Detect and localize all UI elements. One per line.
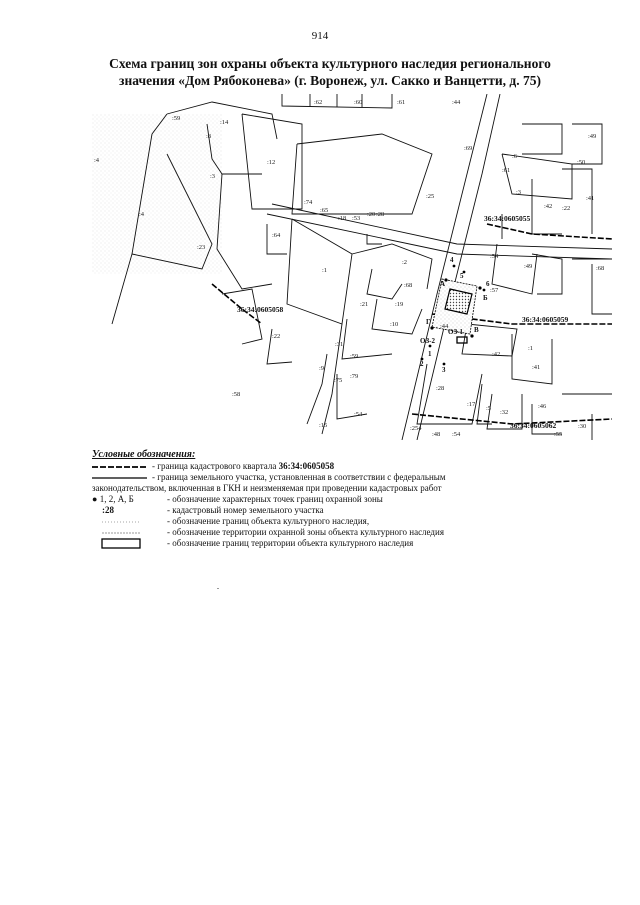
parcel-label: :53 <box>352 215 361 222</box>
parcel-label: :1 <box>528 345 534 352</box>
quarter-label: 36:34:0605062 <box>510 421 557 430</box>
parcel-label: :79 <box>350 373 359 380</box>
parcel-label: :28 <box>436 385 445 392</box>
parcel-label: :48 <box>432 431 441 438</box>
point-label: 4 <box>450 256 454 264</box>
parcel-label: :28 <box>376 211 385 218</box>
parcel-label: :74 <box>304 199 313 206</box>
parcel-label: :32 <box>500 409 509 416</box>
parcel-label: :44 <box>440 323 449 330</box>
parcel-label: :3 <box>210 173 216 180</box>
legend <box>92 461 532 549</box>
parcel-label: :75 <box>334 377 343 384</box>
parcel-label: :4 <box>139 211 145 218</box>
title-line-1: Схема границ зон охраны объекта культурного наследия регионального <box>109 56 551 71</box>
points-example: 1, 2, А, Б <box>99 494 134 504</box>
legend-text: - обозначение территории охранной зоны объекта культурного наследия <box>167 527 444 537</box>
parcel-label: :9 <box>319 365 325 372</box>
parcel-label: :68 <box>596 265 605 272</box>
parcel-label: :54 <box>490 253 499 260</box>
object-boundary-symbol <box>92 516 152 527</box>
parcel-label: :42 <box>544 203 553 210</box>
parcel-label: :10 <box>390 321 399 328</box>
parcel-label: :49 <box>524 263 533 270</box>
parcel-label: :68 <box>404 282 413 289</box>
parcel-label: :41 <box>532 364 541 371</box>
parcel-label: :59 <box>172 115 181 122</box>
point-label: Б <box>483 294 488 302</box>
parcel-label: :61 <box>502 167 511 174</box>
legend-title: Условные обозначения: <box>92 449 196 460</box>
quarter-label: 36:34:0605055 <box>484 214 531 223</box>
legend-text: - кадастровый номер земельного участка <box>167 505 324 515</box>
scan-speck <box>217 588 219 589</box>
parcel-label: :3 <box>516 189 522 196</box>
parcel-label: :20 <box>367 211 376 218</box>
map-svg <box>92 94 612 440</box>
point-symbol: ● 1, 2, А, Б <box>92 494 134 504</box>
parcel-label: :54 <box>354 411 363 418</box>
point-label: 5 <box>460 272 464 280</box>
heritage-object-territory <box>445 289 472 314</box>
parcel-label: :69 <box>464 145 473 152</box>
parcel-label: :41 <box>586 195 595 202</box>
parcel-label: :57 <box>490 287 499 294</box>
parcel-label: :23 <box>197 244 206 251</box>
point-label: 1 <box>428 350 432 358</box>
parcel-label: :15 <box>319 422 328 429</box>
parcel-label: :42 <box>492 351 501 358</box>
legend-text: - граница земельного участка, установленная в соответствии с федеральным <box>152 472 446 482</box>
parcel-label: :21 <box>360 301 369 308</box>
legend-row-points <box>92 494 532 505</box>
cadastral-map <box>92 94 612 440</box>
legend-row-parcel <box>92 472 532 494</box>
parcel-label: :18 <box>338 215 347 222</box>
point-label: 6 <box>486 280 490 288</box>
parcel-label: :65 <box>320 207 329 214</box>
parcel-label: :60 <box>354 99 363 106</box>
parcel-label: :17 <box>467 401 476 408</box>
legend-row-object-boundary <box>92 516 532 527</box>
quarter-label: 36:34:0605058 <box>237 305 284 314</box>
parcel-label: :5 <box>486 405 492 412</box>
parcel-label: :8 <box>206 133 212 140</box>
zone-label-oz2: ОЗ-2 <box>420 337 435 345</box>
parcel-label: :4 <box>94 157 100 164</box>
legend-row-territory-boundary <box>92 538 532 549</box>
parcel-label: :55 <box>554 431 563 438</box>
parcel-label: :59 <box>350 353 359 360</box>
parcel-label: :12 <box>267 159 276 166</box>
parcel-label: :64 <box>272 232 281 239</box>
legend-text: - граница кадастрового квартала 36:34:0605058 <box>152 461 335 471</box>
parcel-label: :19 <box>395 301 404 308</box>
parcel-label: :6 <box>512 153 518 160</box>
zone-label-oz1: ОЗ-1 <box>448 328 463 336</box>
parcel-label: :14 <box>220 119 229 126</box>
parcel-label: :2 <box>402 259 408 266</box>
parcel-label: :58 <box>232 391 241 398</box>
parcel-label: :1 <box>322 267 328 274</box>
parcel-boundary-symbol <box>92 472 152 483</box>
legend-text: - обозначение границ объекта культурного наследия, <box>167 516 370 526</box>
page-title <box>60 55 600 89</box>
page-number: 914 <box>311 30 329 42</box>
parcel-label: :25 <box>426 193 435 200</box>
parcel-label: :61 <box>397 99 406 106</box>
parcel-label: :46 <box>538 403 547 410</box>
legend-row-zone-territory <box>92 527 532 538</box>
heritage-object-boundary <box>457 337 467 343</box>
legend-row-quarter <box>92 461 532 472</box>
legend-text-continued: законодательством, включенная в ГКН и неизменяемая при проведении кадастровых работ <box>92 483 442 493</box>
parcel-label: :22 <box>272 333 281 340</box>
parcel-label: :49 <box>588 133 597 140</box>
parcel-label: :254 <box>410 425 422 432</box>
title-line-2: значения «Дом Рябоконева» (г. Воронеж, ул. Сакко и Ванцетти, д. 75) <box>119 73 541 88</box>
parcel-label: :54 <box>452 431 461 438</box>
point-label: В <box>474 326 479 334</box>
legend-text: - обозначение характерных точек границ охранной зоны <box>167 494 383 504</box>
point-label: Г <box>426 318 431 326</box>
parcel-label: :50 <box>577 159 586 166</box>
territory-boundary-symbol <box>92 538 152 549</box>
point-label: 3 <box>442 366 446 374</box>
legend-row-cadastral <box>92 505 532 516</box>
legend-text: - обозначение границ территории объекта культурного наследия <box>167 538 414 548</box>
parcel-label: :30 <box>578 423 587 430</box>
zone-territory-symbol <box>92 527 152 538</box>
parcel-label: :62 <box>314 99 323 106</box>
parcel-label: :44 <box>452 99 461 106</box>
quarter-label: 36:34:0605059 <box>522 315 569 324</box>
cadastral-number-example: :28 <box>102 505 114 515</box>
parcel-label: :31 <box>335 341 344 348</box>
parcel-label: :22 <box>562 205 571 212</box>
point-label: 2 <box>420 360 424 368</box>
point-label: А <box>440 280 446 288</box>
quarter-boundary-symbol <box>92 461 152 472</box>
